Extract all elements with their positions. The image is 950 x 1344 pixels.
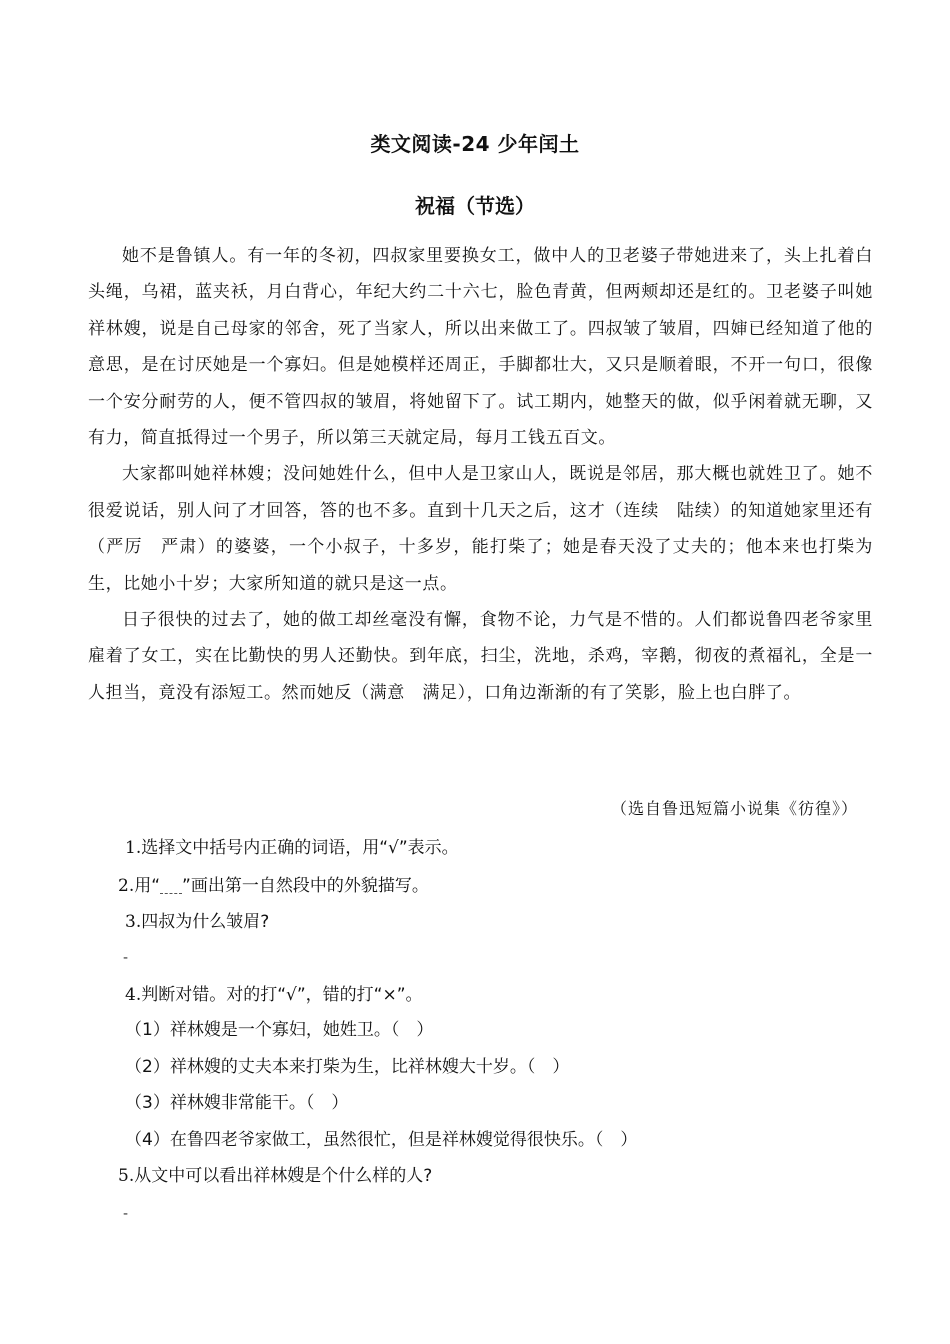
question-text: 四叔为什么皱眉?	[141, 912, 270, 932]
question-number: 2.	[118, 876, 135, 896]
question-text-part-b: ”画出第一自然段中的外貌描写。	[182, 876, 429, 896]
answer-line-3[interactable]: -	[123, 950, 129, 966]
passage	[88, 238, 873, 711]
paragraph-2: 大家都叫她祥林嫂；没问她姓什么，但中人是卫家山人，既说是邻居，那大概也就姓卫了。她不很爱说话，别人问了才回答，答的也不多。直到十几天之后，这才（连续 陆续）的知道她家里还有（严厉 严肃）的婆婆，一个小叔子，十多岁，能打柴了；她是春天没了丈夫的；他本来也打柴为生，比她小十岁；大家所知道的就只是这一点。	[88, 464, 873, 594]
question-3	[125, 907, 269, 932]
source-citation: （选自鲁迅短篇小说集《彷徨》）	[610, 799, 858, 818]
judgement-item-2: （2）祥林嫂的丈夫本来打柴为生，比祥林嫂大十岁。（ ）	[125, 1057, 570, 1077]
question-text: 判断对错。对的打“√”，错的打“×”。	[141, 985, 423, 1005]
question-1	[125, 833, 459, 858]
judgement-item-4: （4）在鲁四老爷家做工，虽然很忙，但是祥林嫂觉得很快乐。（ ）	[125, 1130, 638, 1150]
judgement-item-3: （3）祥林嫂非常能干。（ ）	[125, 1093, 349, 1113]
wavy-underline-symbol	[160, 879, 182, 894]
question-number: 3.	[125, 912, 142, 932]
paragraph-3: 日子很快的过去了，她的做工却丝毫没有懈，食物不论，力气是不惜的。人们都说鲁四老爷家里雇着了女工，实在比勤快的男人还勤快。到年底，扫尘，洗地，杀鸡，宰鹅，彻夜的煮福礼，全是一人担当，竟没有添短工。然而她反（满意 满足），口角边渐渐的有了笑影，脸上也白胖了。	[88, 610, 873, 703]
question-number: 4.	[125, 985, 142, 1005]
question-text-part-a: 用“	[134, 876, 161, 896]
question-text: 选择文中括号内正确的词语，用“√”表示。	[141, 838, 459, 858]
question-4	[125, 980, 423, 1005]
judgement-item-1: （1）祥林嫂是一个寡妇，她姓卫。（ ）	[125, 1020, 434, 1040]
question-number: 5.	[118, 1166, 135, 1186]
page-title: 类文阅读-24 少年闰土	[370, 132, 580, 156]
paragraph-1: 她不是鲁镇人。有一年的冬初，四叔家里要换女工，做中人的卫老婆子带她进来了，头上扎着白头绳，乌裙，蓝夹袄，月白背心，年纪大约二十六七，脸色青黄，但两颊却还是红的。卫老婆子叫她祥林嫂，说是自己母家的邻舍，死了当家人，所以出来做工了。四叔皱了皱眉，四婶已经知道了他的意思，是在讨厌她是一个寡妇。但是她模样还周正，手脚都壮大，又只是顺着眼，不开一句口，很像一个安分耐劳的人，便不管四叔的皱眉，将她留下了。试工期内，她整天的做，似乎闲着就无聊，又有力，简直抵得过一个男子，所以第三天就定局，每月工钱五百文。	[88, 246, 873, 449]
question-text: 从文中可以看出祥林嫂是个什么样的人?	[134, 1166, 433, 1186]
passage-title: 祝福（节选）	[415, 194, 535, 218]
question-2	[118, 871, 429, 896]
question-5	[118, 1161, 432, 1186]
question-number: 1.	[125, 838, 142, 858]
answer-line-5[interactable]: -	[123, 1206, 129, 1222]
